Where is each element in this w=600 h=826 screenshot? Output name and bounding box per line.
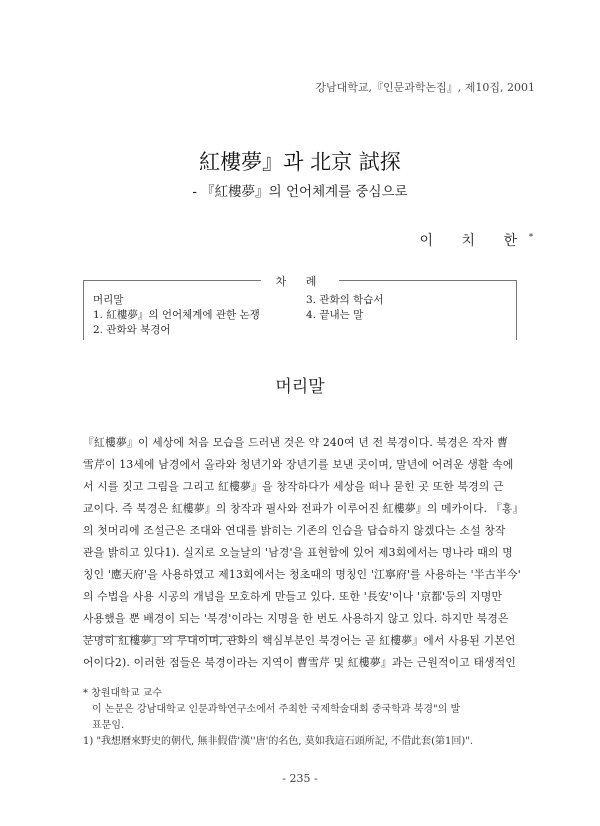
toc-border: [83, 280, 261, 281]
footnote-rule: [83, 636, 243, 637]
footnote: 1) "我想曆來野史的朝代, 無非假借'漢''唐'的名色, 莫如我這石頭所記, 不借此套(第1回)".: [83, 736, 474, 747]
toc-heading: 차 례: [275, 275, 325, 288]
toc-item: 2. 관화와 북경어: [93, 324, 171, 336]
toc-item: 4. 끝내는 말: [306, 309, 364, 321]
toc-item: 3. 관화의 학습서: [306, 294, 384, 306]
footnote: 이 논문은 강남대학교 인문과학연구소에서 주최한 국제학술대회 중국학과 북경"의 발: [92, 704, 461, 715]
body-line: 『紅樓夢』이 세상에 처음 모습을 드러낸 것은 약 240여 년 전 북경이다. 북경은 작자 曹: [83, 436, 509, 449]
body-line: 어이다2). 이러한 점들은 북경이라는 지역이 曹雪芹 및 紅樓夢』과는 근원적이고 태생적인: [83, 656, 517, 669]
paper-subtitle: - 『紅樓夢』의 언어체계를 중심으로: [192, 184, 408, 200]
body-line: 관을 밝히고 있다1). 실지로 오늘날의 '남경'을 표현함에 있어 제3회에서는 명나라 때의 명: [83, 546, 513, 559]
paper-title: 紅樓夢』과 北京 試探: [199, 150, 401, 174]
body-line: 의 첫머리에 조설근은 조대와 연대를 밝히는 기존의 인습을 답습하지 않겠다는 소설 창작: [83, 524, 506, 537]
toc-item: 1. 紅樓夢』의 언어체계에 관한 논쟁: [93, 309, 260, 321]
body-line: 교이다. 즉 북경은 紅樓夢』의 창작과 필사와 전파가 이루어진 紅樓夢』의 메카이다. 『홍』: [83, 502, 524, 515]
footnote: 표문임.: [92, 720, 125, 731]
footnote: * 창원대학교 교수: [83, 688, 162, 699]
section-heading: 머리말: [275, 377, 325, 397]
author-footnote-mark: *: [529, 232, 533, 242]
body-line: 사용했을 뿐 배경이 되는 '북경'이라는 지명을 한 번도 사용하지 않고 있다. 하지만 북경은: [83, 612, 509, 625]
toc-border: [83, 280, 84, 340]
body-line: 분명히 紅樓夢』의 무대이며, 관화의 핵심부분인 북경어는 곧 紅樓夢』에서 사용된 기본언: [83, 634, 516, 647]
toc-item: 머리말: [93, 294, 124, 306]
body-line: 서 시를 짓고 그림을 그리고 紅樓夢』을 창작하다가 세상을 떠나 묻힌 곳 또한 북경의 근: [83, 480, 504, 493]
author: [420, 230, 533, 250]
body-line: 雪芹이 13세에 남경에서 올라와 청년기와 장년기를 보낸 곳이며, 말년에 어려운 생활 속에: [83, 458, 514, 471]
body-line: 칭인 '應天府'을 사용하였고 제13회에서는 청초때의 명칭인 '江寧府'를 사용하는 '半古半今': [83, 568, 521, 581]
toc-border: [339, 280, 517, 281]
page-number: - 235 -: [282, 772, 318, 785]
author-name: 이 치 한: [419, 233, 529, 249]
body-line: 의 수법을 사용 시공의 개념을 모호하게 만들고 있다. 또한 '長安'이나 '京都'등의 지명만: [83, 590, 503, 603]
journal-header: 강남대학교,『인문과학논집』, 제10집, 2001: [315, 81, 535, 94]
table-of-contents: [83, 270, 517, 340]
toc-border: [516, 280, 517, 340]
